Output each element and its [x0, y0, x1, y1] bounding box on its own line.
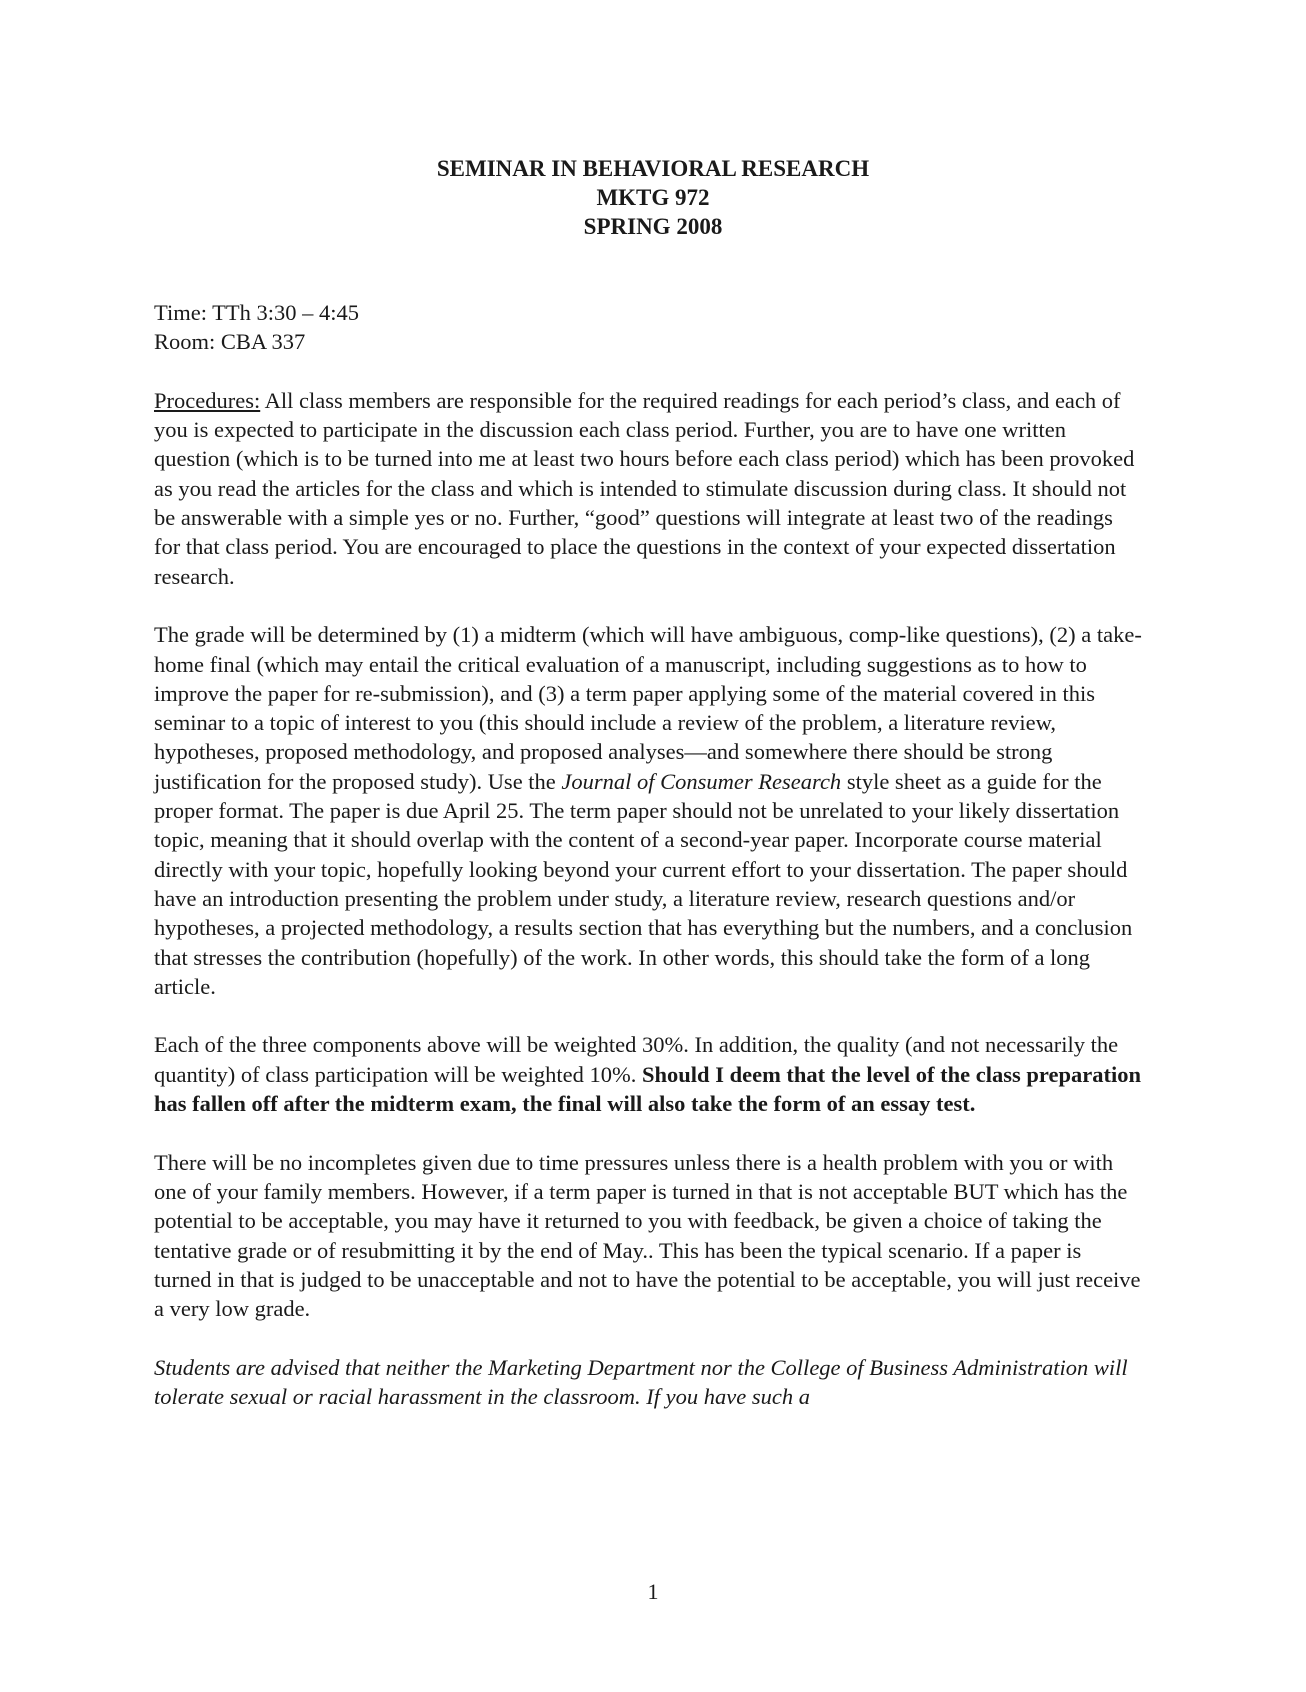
document-heading	[0, 154, 1306, 241]
page-number: 1	[647, 1579, 659, 1604]
journal-name: Journal of Consumer Research	[561, 768, 842, 794]
course-term: SPRING 2008	[583, 214, 723, 239]
grading-paragraph	[154, 620, 1144, 1001]
grading-text-after: style sheet as a guide for the proper format. The paper is due April 25. The term paper should not be unrelated to your likely dissertation topic, meaning that it should overlap with the content of a second-year paper. Incorporate course material directly with your topic, hopefully looking beyond your current effort to your dissertation. The paper should have an introduction presenting the problem under study, a literature review, research questions and/or hypotheses, a projected methodology, a results section that has everything but the numbers, and a conclusion that stresses the contribution (hopefully) of the work. In other words, this should take the form of a long article.	[154, 768, 1133, 999]
weighting-paragraph	[154, 1030, 1144, 1118]
class-room: Room: CBA 337	[154, 329, 306, 355]
procedures-label: Procedures:	[154, 387, 261, 413]
procedures-text: All class members are responsible for the required readings for each period’s class, and each of you is expected to participate in the discussion each class period. Further, you are to have one written question (which is to be turned into me at least two hours before each class period) which has been provoked as you read the articles for the class and which is intended to stimulate discussion during class. It should not be answerable with a simple yes or no. Further, “good” questions will integrate at least two of the readings for that class period. You are encouraged to place the questions in the context of your expected dissertation research.	[154, 387, 1135, 589]
document-body	[154, 298, 1144, 1411]
procedures-paragraph	[154, 386, 1144, 591]
grading-text-before: The grade will be determined by (1) a midterm (which will have ambiguous, comp-like questions), (2) a take-home final (which may entail the critical evaluation of a manuscript, including suggestions as to how to improve the paper for re-submission), and (3) a term paper applying some of the material covered in this seminar to a topic of interest to you (this should include a review of the problem, a literature review, hypotheses, proposed methodology, and proposed analyses—and somewhere there should be strong justification for the proposed study). Use the	[154, 622, 1142, 794]
harassment-notice: Students are advised that neither the Marketing Department nor the College of Business Administration will tolerate sexual or racial harassment in the classroom. If you have such a	[154, 1354, 1128, 1409]
class-time: Time: TTh 3:30 – 4:45	[154, 300, 360, 325]
course-title: SEMINAR IN BEHAVIORAL RESEARCH	[436, 156, 870, 181]
weighting-warning: Should I deem that the level of the class preparation has fallen off after the midterm exam, the final will also take the form of an essay test.	[154, 1061, 1141, 1117]
course-code: MKTG 972	[596, 185, 710, 210]
incompletes-paragraph: There will be no incompletes given due to time pressures unless there is a health problem with you or with one of your family members. However, if a term paper is turned in that is not acceptable BUT which has the potential to be acceptable, you may have it returned to you with feedback, be given a choice of taking the tentative grade or of resubmitting it by the end of May.. This has been the typical scenario. If a paper is turned in that is judged to be unacceptable and not to have the potential to be acceptable, you will just receive a very low grade.	[154, 1149, 1141, 1322]
weighting-text: Each of the three components above will be weighted 30%. In addition, the quality (and not necessarily the quantity) of class participation will be weighted 10%.	[154, 1032, 1119, 1087]
